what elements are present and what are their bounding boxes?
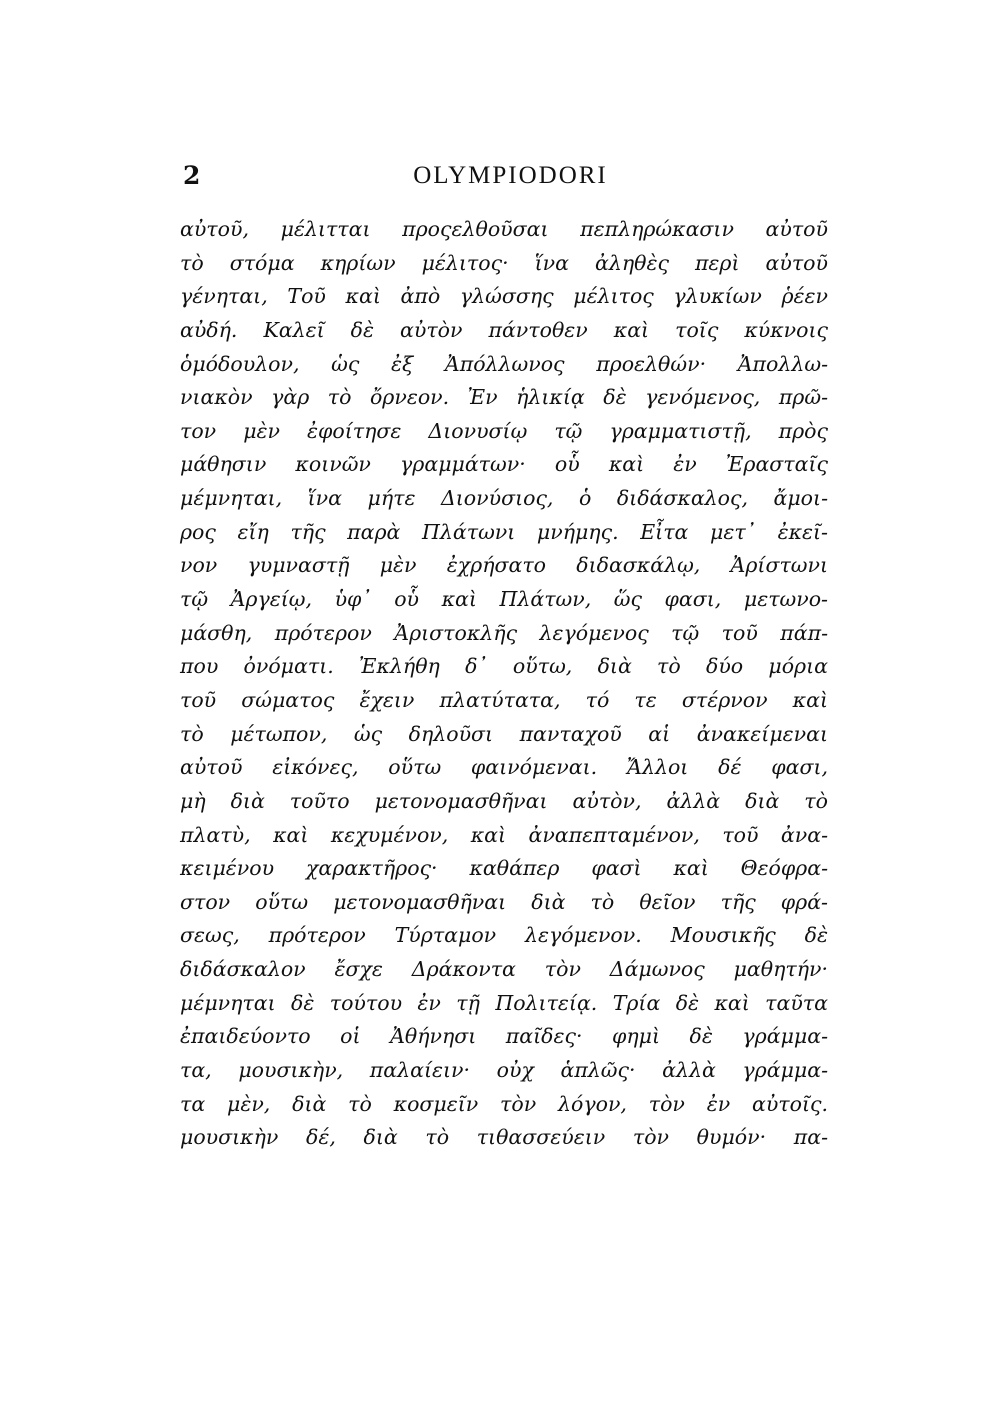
text-line: μουσικὴν δέ, διὰ τὸ τιθασσεύειν τὸν θυμόν· πα- [180,1125,828,1150]
text-line: νιακὸν γὰρ τὸ ὄρνεον. Ἐν ἡλικίᾳ δὲ γενόμενος, πρῶ- [180,385,828,410]
text-line: τῷ Ἀργείῳ, ὑφ᾽ οὗ καὶ Πλάτων, ὥς φασι, μετωνο- [180,587,828,612]
text-line: τα, μουσικὴν, παλαίειν· οὐχ ἁπλῶς· ἀλλὰ γράμμα- [180,1058,828,1083]
text-line: ἐπαιδεύοντο οἱ Ἀθήνησι παῖδες· φημὶ δὲ γράμμα- [180,1024,828,1049]
text-line: νον γυμναστῇ μὲν ἐχρήσατο διδασκάλῳ, Ἀρίστωνι [180,553,828,578]
text-line: κειμένου χαρακτῆρος· καθάπερ φασὶ καὶ Θεόφρα- [180,856,828,881]
text-line: μὴ διὰ τοῦτο μετονομασθῆναι αὐτὸν, ἀλλὰ διὰ τὸ [180,788,828,813]
text-line: διδάσκαλον ἔσχε Δράκοντα τὸν Δάμωνος μαθητήν· [180,957,828,982]
text-line: τον μὲν ἐφοίτησε Διονυσίῳ τῷ γραμματιστῇ, πρὸς [180,418,828,443]
text-line: τα μὲν, διὰ τὸ κοσμεῖν τὸν λόγον, τὸν ἐν αὐτοῖς. [180,1091,828,1116]
running-head-title: OLYMPIODORI [413,162,608,189]
text-line: τὸ στόμα κηρίων μέλιτος· ἵνα ἀληθὲς περὶ αὐτοῦ [180,250,828,275]
text-line: μάσθη, πρότερον Ἀριστοκλῆς λεγόμενος τῷ τοῦ πάπ- [180,620,828,645]
text-line: γένηται, Τοῦ καὶ ἀπὸ γλώσσης μέλιτος γλυκίων ῥέεν [180,284,828,309]
page-number: 2 [183,161,201,190]
greek-body-text [180,213,828,1155]
text-line: στον οὕτω μετονομασθῆναι διὰ τὸ θεῖον τῆς φρά- [180,889,828,914]
text-line: ρος εἴη τῆς παρὰ Πλάτωνι μνήμης. Εἶτα μετ᾽ ἐκεῖ- [180,519,828,544]
text-line: που ὀνόματι. Ἐκλήθη δ᾽ οὕτω, διὰ τὸ δύο μόρια [180,654,828,679]
text-line: αὐδή. Καλεῖ δὲ αὐτὸν πάντοθεν καὶ τοῖς κύκνοις [180,317,828,342]
text-line: μάθησιν κοινῶν γραμμάτων· οὗ καὶ ἐν Ἐρασταῖς [180,452,828,477]
text-line: αὐτοῦ, μέλιτται προςελθοῦσαι πεπληρώκασιν αὐτοῦ [180,217,828,241]
text-line: ὁμόδουλον, ὡς ἐξ Ἀπόλλωνος προελθών· Ἀπολλω- [180,351,828,376]
text-line: τοῦ σώματος ἔχειν πλατύτατα, τό τε στέρνον καὶ [180,687,828,712]
text-line: μέμνηται, ἵνα μήτε Διονύσιος, ὁ διδάσκαλος, ἄμοι- [180,486,828,511]
page-header [183,158,828,194]
text-line: πλατὺ, καὶ κεχυμένον, καὶ ἀναπεπταμένον, τοῦ ἀνα- [180,822,828,847]
text-line: τὸ μέτωπον, ὡς δηλοῦσι πανταχοῦ αἱ ἀνακείμεναι [180,721,828,746]
text-line: σεως, πρότερον Τύρταμον λεγόμενον. Μουσικῆς δὲ [180,923,828,948]
text-line: μέμνηται δὲ τούτου ἐν τῇ Πολιτείᾳ. Τρία δὲ καὶ ταῦτα [180,990,828,1015]
text-line: αὐτοῦ εἰκόνες, οὕτω φαινόμεναι. Ἄλλοι δέ φασι, [180,755,828,780]
